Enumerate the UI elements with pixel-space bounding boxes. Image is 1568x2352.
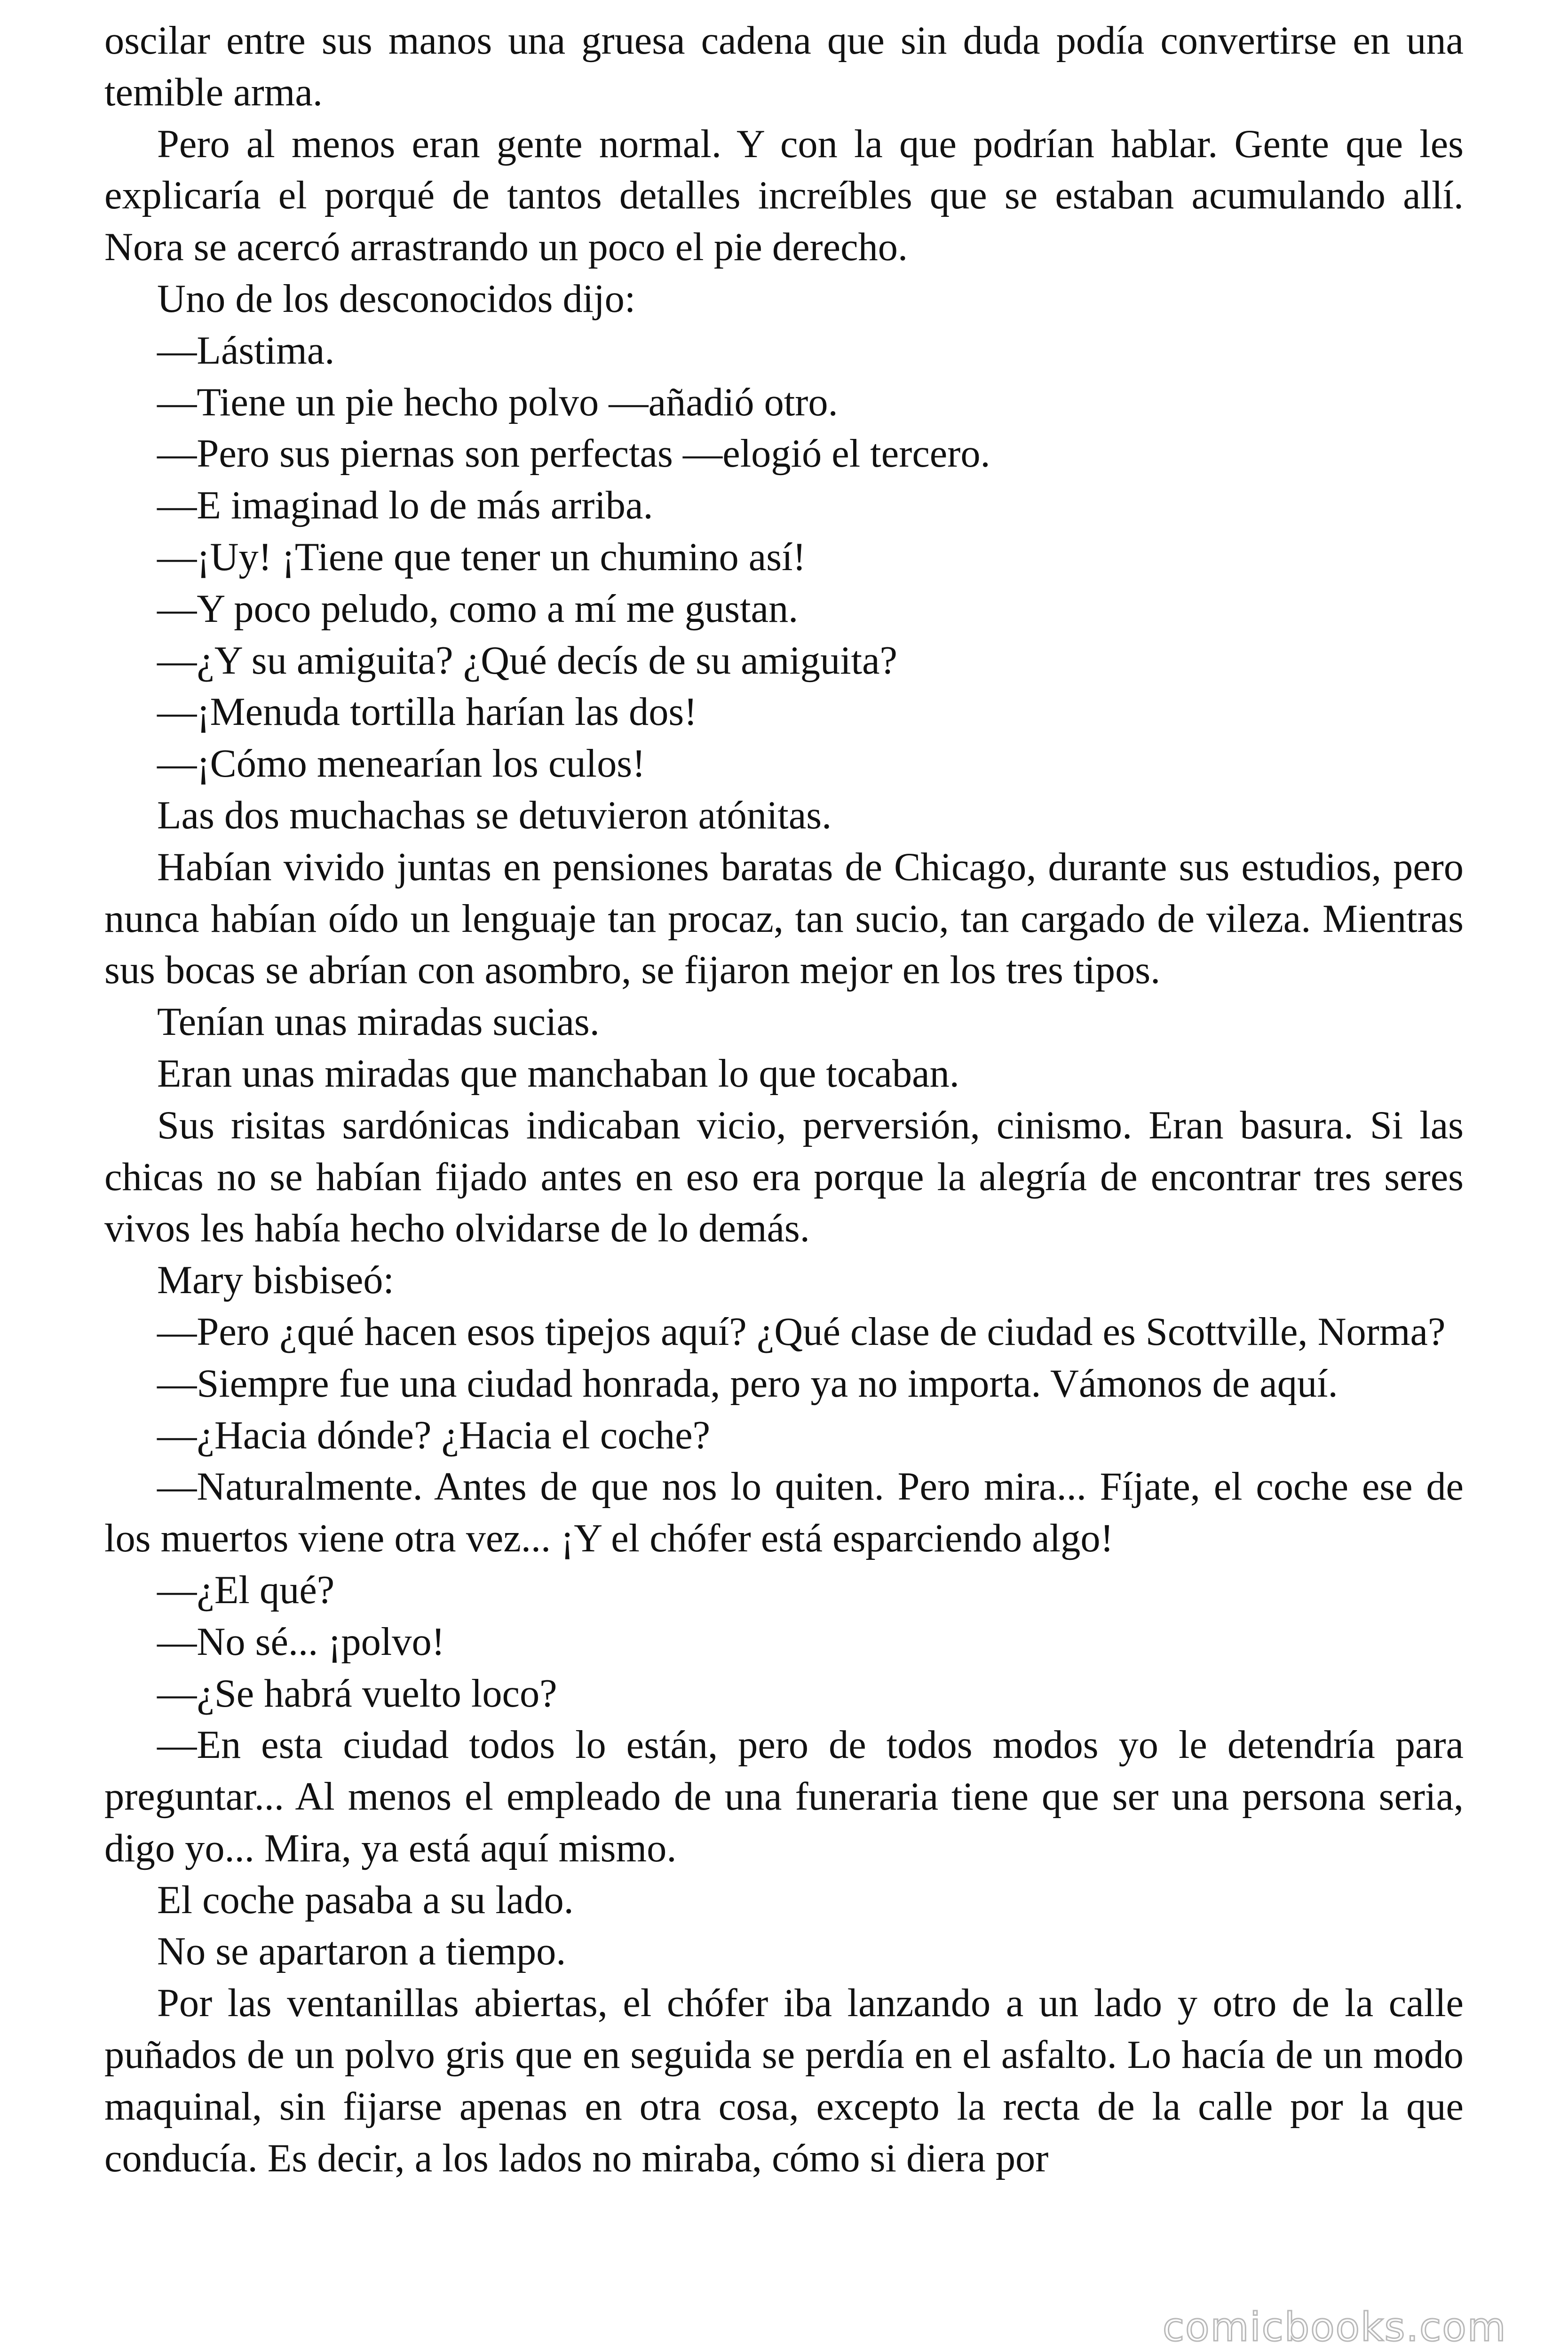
paragraph: Las dos muchachas se detuvieron atónitas. (157, 793, 832, 837)
dialogue-line: —Lástima. (157, 328, 335, 373)
paragraph: El coche pasaba a su lado. (157, 1878, 574, 1922)
paragraph: Por las ventanillas abiertas, el chófer iba lanzando a un lado y otro de la calle puñados de un polvo gris que en seguida se perdía en el asfalto. Lo hacía de un modo maquinal, sin fijarse apenas en otra cosa, excepto la recta de la calle por la que conducía. Es decir, a los lados no miraba, cómo si diera por (104, 1981, 1464, 2180)
paragraph: oscilar entre sus manos una gruesa cadena que sin duda podía convertirse en una temible arma. (104, 19, 1464, 114)
paragraph: No se apartaron a tiempo. (157, 1930, 566, 1974)
dialogue-line: —Siempre fue una ciudad honrada, pero ya no importa. Vámonos de aquí. (157, 1361, 1338, 1406)
dialogue-line: —¿Hacia dónde? ¿Hacia el coche? (157, 1413, 711, 1457)
dialogue-line: —E imaginad lo de más arriba. (157, 484, 653, 528)
paragraph: Uno de los desconocidos dijo: (157, 277, 636, 321)
dialogue-line: —¿Y su amiguita? ¿Qué decís de su amiguita? (157, 638, 898, 683)
dialogue-line: —No sé... ¡polvo! (157, 1620, 445, 1664)
paragraph: Sus risitas sardónicas indicaban vicio, perversión, cinismo. Eran basura. Si las chicas no se habían fijado antes en eso era porque la alegría de encontrar tres seres vivos les había hecho olvidarse de lo demás. (104, 1103, 1464, 1251)
dialogue-line: —Tiene un pie hecho polvo —añadió otro. (157, 380, 838, 424)
dialogue-line: —Pero ¿qué hacen esos tipejos aquí? ¿Qué clase de ciudad es Scottville, Norma? (157, 1310, 1446, 1354)
dialogue-line: —¡Cómo menearían los culos! (157, 742, 646, 786)
body-text (104, 15, 1464, 2184)
paragraph: Tenían unas miradas sucias. (157, 1000, 600, 1044)
dialogue-line: —Y poco peludo, como a mí me gustan. (157, 587, 799, 631)
dialogue-line: —¡Menuda tortilla harían las dos! (157, 690, 697, 734)
dialogue-line: —¿El qué? (157, 1568, 335, 1612)
paragraph: Pero al menos eran gente normal. Y con la que podrían hablar. Gente que les explicaría el porqué de tantos detalles increíbles que se estaban acumulando allí. Nora se acercó arrastrando un poco el pie derecho. (104, 122, 1464, 270)
dialogue-line: —¡Uy! ¡Tiene que tener un chumino así! (157, 535, 806, 579)
dialogue-line: —Naturalmente. Antes de que nos lo quiten. Pero mira... Fíjate, el coche ese de los muertos viene otra vez... ¡Y el chófer está esparciendo algo! (104, 1465, 1464, 1561)
paragraph: Mary bisbiseó: (157, 1258, 394, 1303)
watermark-logo: comicbooks.com (1163, 2304, 1507, 2350)
dialogue-line: —¿Se habrá vuelto loco? (157, 1671, 557, 1716)
paragraph: Eran unas miradas que manchaban lo que tocaban. (157, 1051, 959, 1096)
dialogue-line: —En esta ciudad todos lo están, pero de todos modos yo le detendría para preguntar... Al menos el empleado de una funeraria tiene que ser una persona seria, digo yo... Mira, ya está aquí mismo. (104, 1723, 1464, 1870)
dialogue-line: —Pero sus piernas son perfectas —elogió el tercero. (157, 432, 990, 476)
paragraph: Habían vivido juntas en pensiones baratas de Chicago, durante sus estudios, pero nunca habían oído un lenguaje tan procaz, tan sucio, tan cargado de vileza. Mientras sus bocas se abrían con asombro, se fijaron mejor en los tres tipos. (104, 845, 1464, 993)
